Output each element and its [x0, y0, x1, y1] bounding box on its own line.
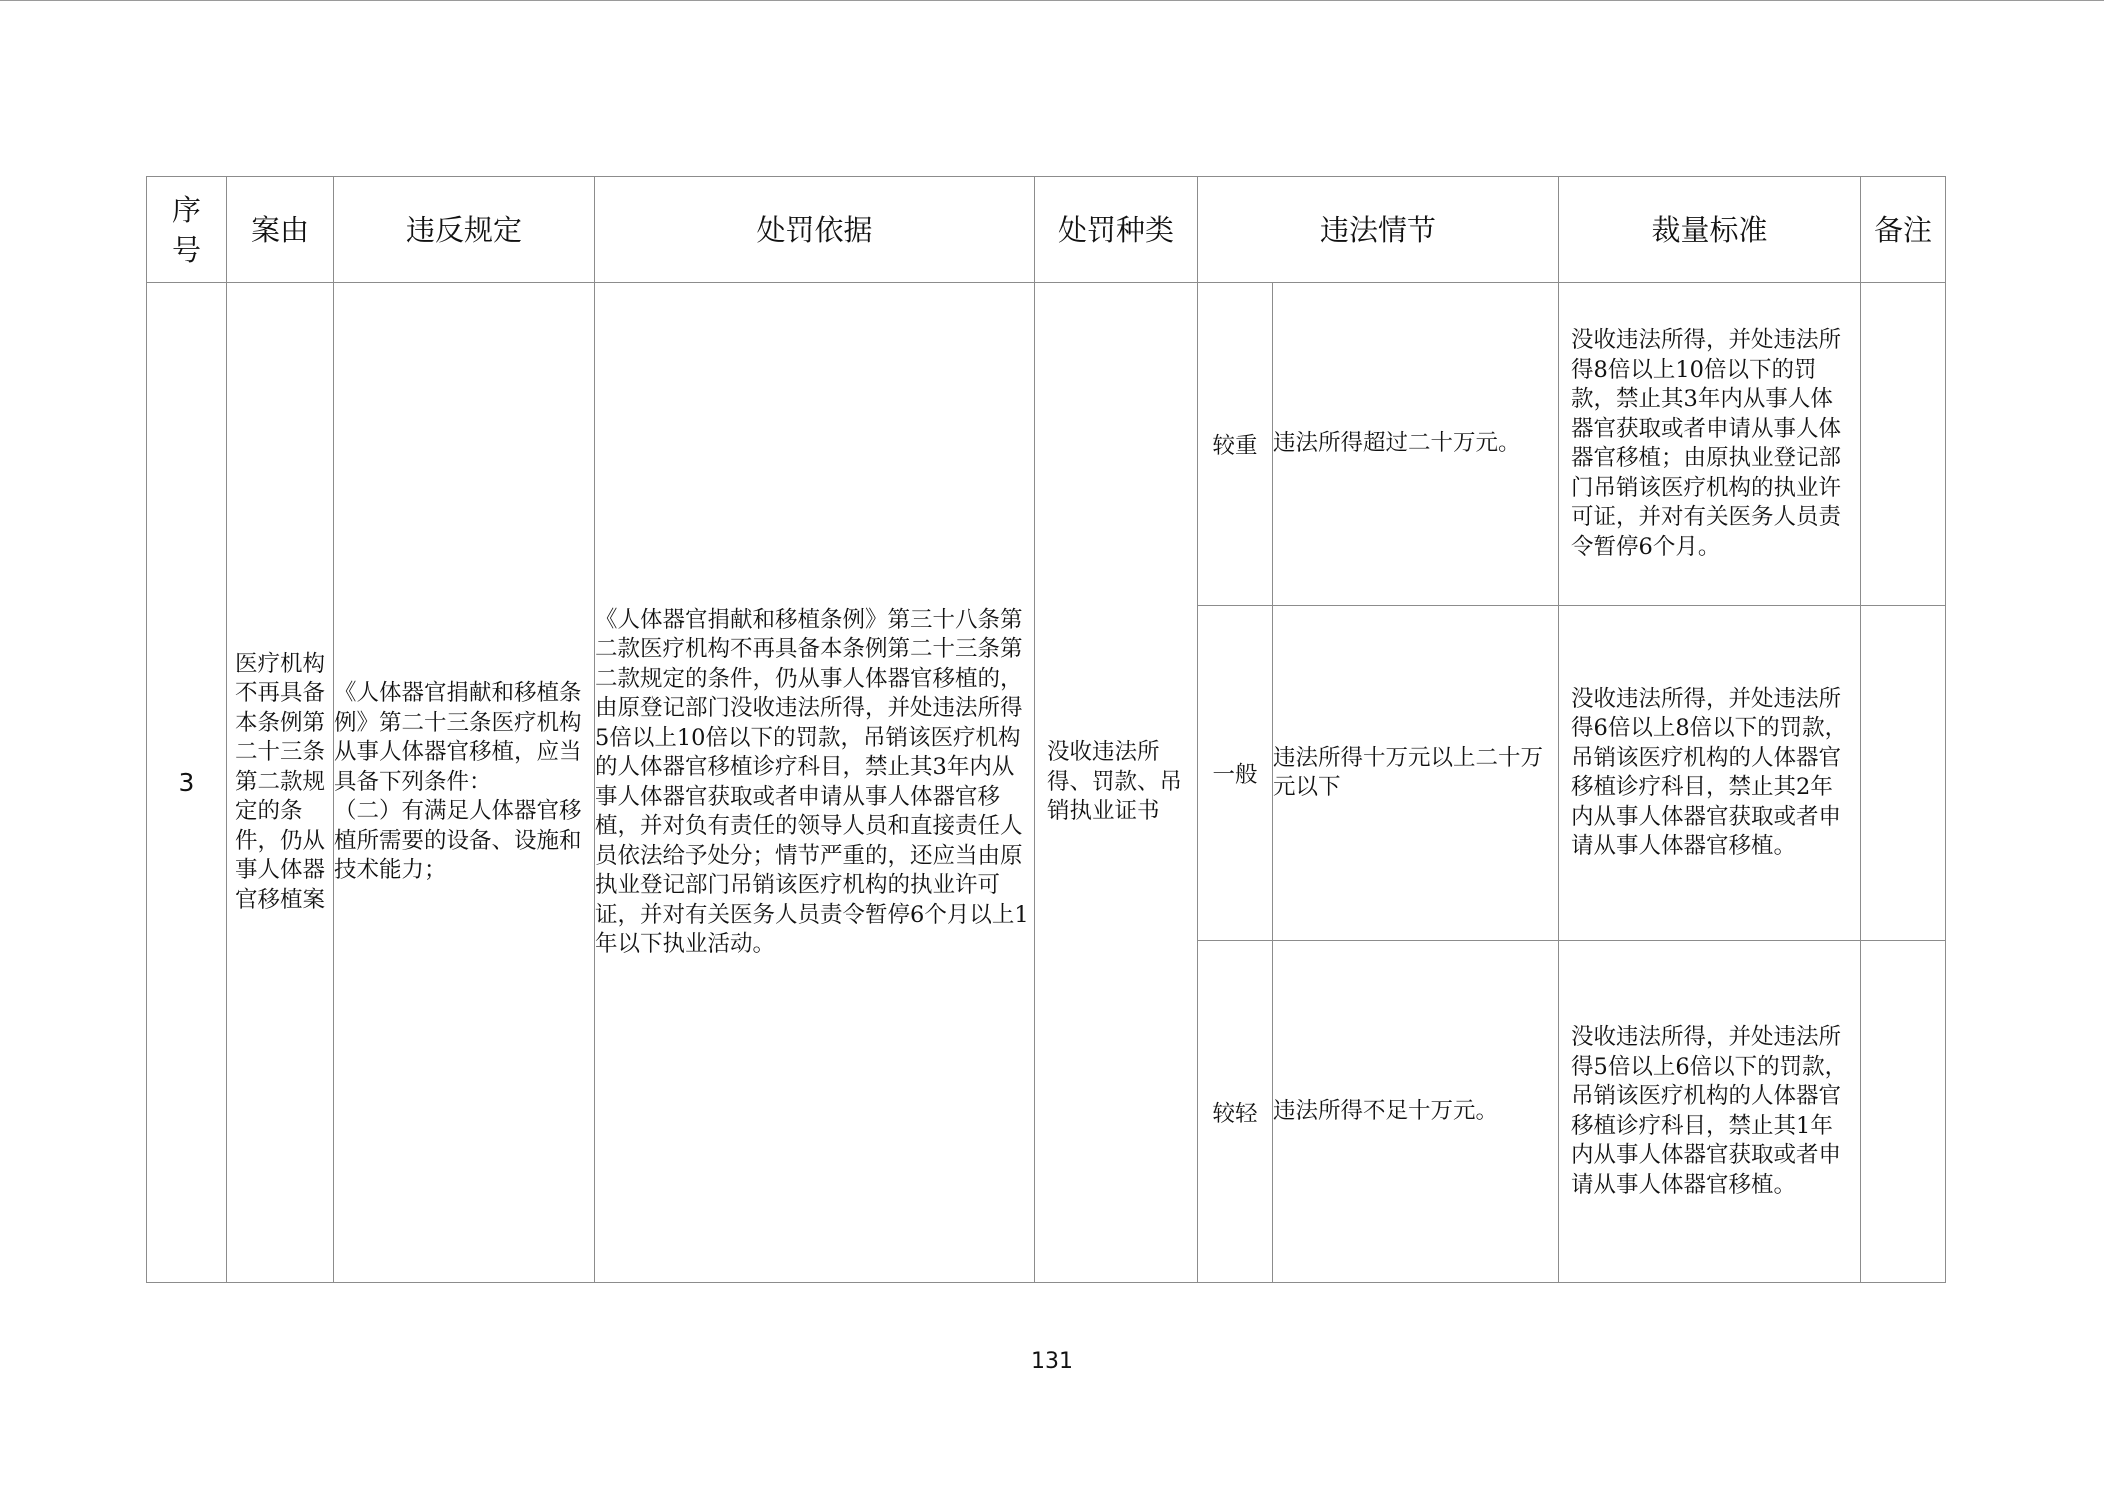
case-text: 医疗机构不再具备本条例第二十三条第二款规定的条件，仍从事人体器官移植案	[235, 650, 326, 913]
violation-text: 《人体器官捐献和移植条例》第二十三条医疗机构从事人体器官移植，应当具备下列条件： （二）有满足人体器官移植所需要的设备、设施和技术能力；	[334, 680, 582, 884]
remark-minor	[1861, 941, 1946, 1283]
header-penalty-type: 处罚种类	[1035, 177, 1198, 283]
level-severe: 较重	[1198, 283, 1273, 606]
header-violation: 违反规定	[334, 177, 595, 283]
penalty-discretion-table	[146, 176, 1946, 1283]
remark-severe	[1861, 283, 1946, 606]
header-circumstance: 违法情节	[1198, 177, 1559, 283]
penalty-type-text: 没收违法所得、罚款、吊销执业证书	[1047, 739, 1183, 825]
standard-minor-text: 没收违法所得，并处违法所得5倍以上6倍以下的罚款，吊销该医疗机构的人体器官移植诊疗科目，禁止其1年内从事人体器官获取或者申请从事人体器官移植。	[1571, 1024, 1848, 1198]
remark-general	[1861, 606, 1946, 941]
row-seq: 3	[147, 283, 227, 1283]
table-row	[147, 283, 1946, 606]
circumstance-severe-text: 违法所得超过二十万元。	[1273, 430, 1521, 457]
circumstance-minor-text: 违法所得不足十万元。	[1273, 1097, 1499, 1124]
circumstance-general	[1273, 606, 1559, 941]
row-penalty-type	[1035, 283, 1198, 1283]
table-header-row	[147, 177, 1946, 283]
basis-text: 《人体器官捐献和移植条例》第三十八条第二款医疗机构不再具备本条例第二十三条第二款规定的条件，仍从事人体器官移植的，由原登记部门没收违法所得，并处违法所得5倍以上10倍以下的罚款，吊销该医疗机构的人体器官移植诊疗科目，禁止其3年内从事人体器官获取或者申请从事人体器官移植，并对负有责任的领导人员和直接责任人员依法给予处分；情节严重的，还应当由原执业登记部门吊销该医疗机构的执业许可证，并对有关医务人员责令暂停6个月以上1年以下执业活动。	[595, 606, 1029, 957]
header-remark: 备注	[1861, 177, 1946, 283]
page-top-border	[0, 0, 2104, 1]
row-basis	[595, 283, 1035, 1283]
level-minor: 较轻	[1198, 941, 1273, 1283]
header-basis: 处罚依据	[595, 177, 1035, 283]
circumstance-severe	[1273, 283, 1559, 606]
row-violation	[334, 283, 595, 1283]
standard-severe-text: 没收违法所得，并处违法所得8倍以上10倍以下的罚款，禁止其3年内从事人体器官获取或者申请从事人体器官移植；由原执业登记部门吊销该医疗机构的执业许可证，并对有关医务人员责令暂停6个月。	[1571, 327, 1842, 560]
standard-minor	[1559, 941, 1861, 1283]
header-standard: 裁量标准	[1559, 177, 1861, 283]
page-number: 131	[1031, 1349, 1073, 1374]
row-case	[227, 283, 334, 1283]
circumstance-minor	[1273, 941, 1559, 1283]
standard-general	[1559, 606, 1861, 941]
standard-severe	[1559, 283, 1861, 606]
header-seq: 序 号	[147, 177, 227, 283]
standard-general-text: 没收违法所得，并处违法所得6倍以上8倍以下的罚款，吊销该医疗机构的人体器官移植诊疗科目，禁止其2年内从事人体器官获取或者申请从事人体器官移植。	[1571, 685, 1848, 859]
circumstance-general-text: 违法所得十万元以上二十万元以下	[1273, 744, 1544, 800]
header-case: 案由	[227, 177, 334, 283]
level-general: 一般	[1198, 606, 1273, 941]
